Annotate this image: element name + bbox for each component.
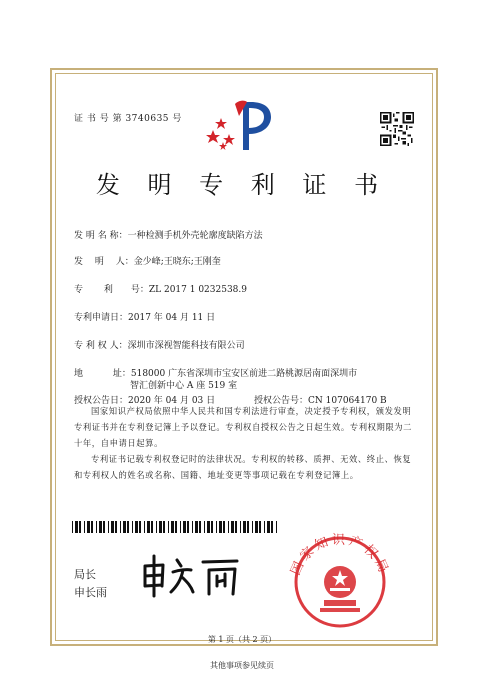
patent-number-value: ZL 2017 1 0232538.9 [148, 285, 247, 295]
filing-date-row [74, 310, 215, 323]
patent-number-label: 专 利 号： [74, 285, 149, 295]
commissioner-title: 局长 [74, 568, 96, 581]
patent-number-row [74, 282, 247, 295]
patentee-value: 深圳市深视智能科技有限公司 [127, 341, 245, 351]
filing-date-label: 专利申请日： [74, 313, 129, 323]
patentee-row [74, 338, 245, 351]
certificate-number: 证 书 号 第 3740635 号 [74, 114, 182, 124]
invention-name-value: 一种检测手机外壳轮廓度缺陷方法 [127, 231, 263, 241]
invention-name-label: 发 明 名 称： [74, 231, 128, 241]
patent-office-logo [203, 96, 275, 156]
filing-date-value: 2017 年 04 月 11 日 [128, 313, 216, 323]
publication-date-value: 2020 年 04 月 03 日 [128, 396, 216, 406]
barcode [72, 521, 277, 533]
publication-date-label: 授权公告日： [74, 396, 129, 406]
publication-number-value: CN 107064170 B [308, 396, 387, 406]
qr-code [380, 112, 414, 146]
invention-name-row [74, 228, 263, 241]
handwritten-signature [137, 552, 257, 600]
publication-number-label: 授权公告号： [254, 396, 309, 406]
certificate-title: 发 明 专 利 证 书 [95, 171, 389, 199]
grant-statement: 国家知识产权局依照中华人民共和国专利法进行审查，决定授予专利权，颁发发明专利证书并在专利登记簿上予以登记。专利权自授权公告之日起生效。专利权期限为二十年，自申请日起算。 [74, 406, 413, 448]
seal-text: 国家知识产权局 [288, 533, 392, 578]
official-seal [280, 520, 400, 630]
address-line-1: 518000 广东省深圳市宝安区前进二路桃源居南面深圳市 [130, 369, 358, 379]
page-number: 第 1 页（共 2 页） [207, 635, 277, 644]
legal-status-note: 专利证书记载专利权登记时的法律状况。专利权的转移、质押、无效、终止、恢复和专利权人的姓名或名称、国籍、地址变更等事项记载在专利登记簿上。 [74, 454, 412, 480]
patentee-label: 专 利 权 人： [74, 341, 128, 351]
inventor-row [74, 254, 221, 267]
address-label: 地 址： [74, 369, 131, 379]
inventor-label: 发 明 人： [74, 257, 134, 267]
continuation-note: 其他事项参见续页 [210, 661, 274, 670]
inventor-value: 金少峰;王晓东;王刚奎 [133, 257, 221, 267]
commissioner-name: 申长雨 [74, 586, 107, 599]
address-line-2: 智汇创新中心 A 座 519 室 [130, 381, 238, 391]
